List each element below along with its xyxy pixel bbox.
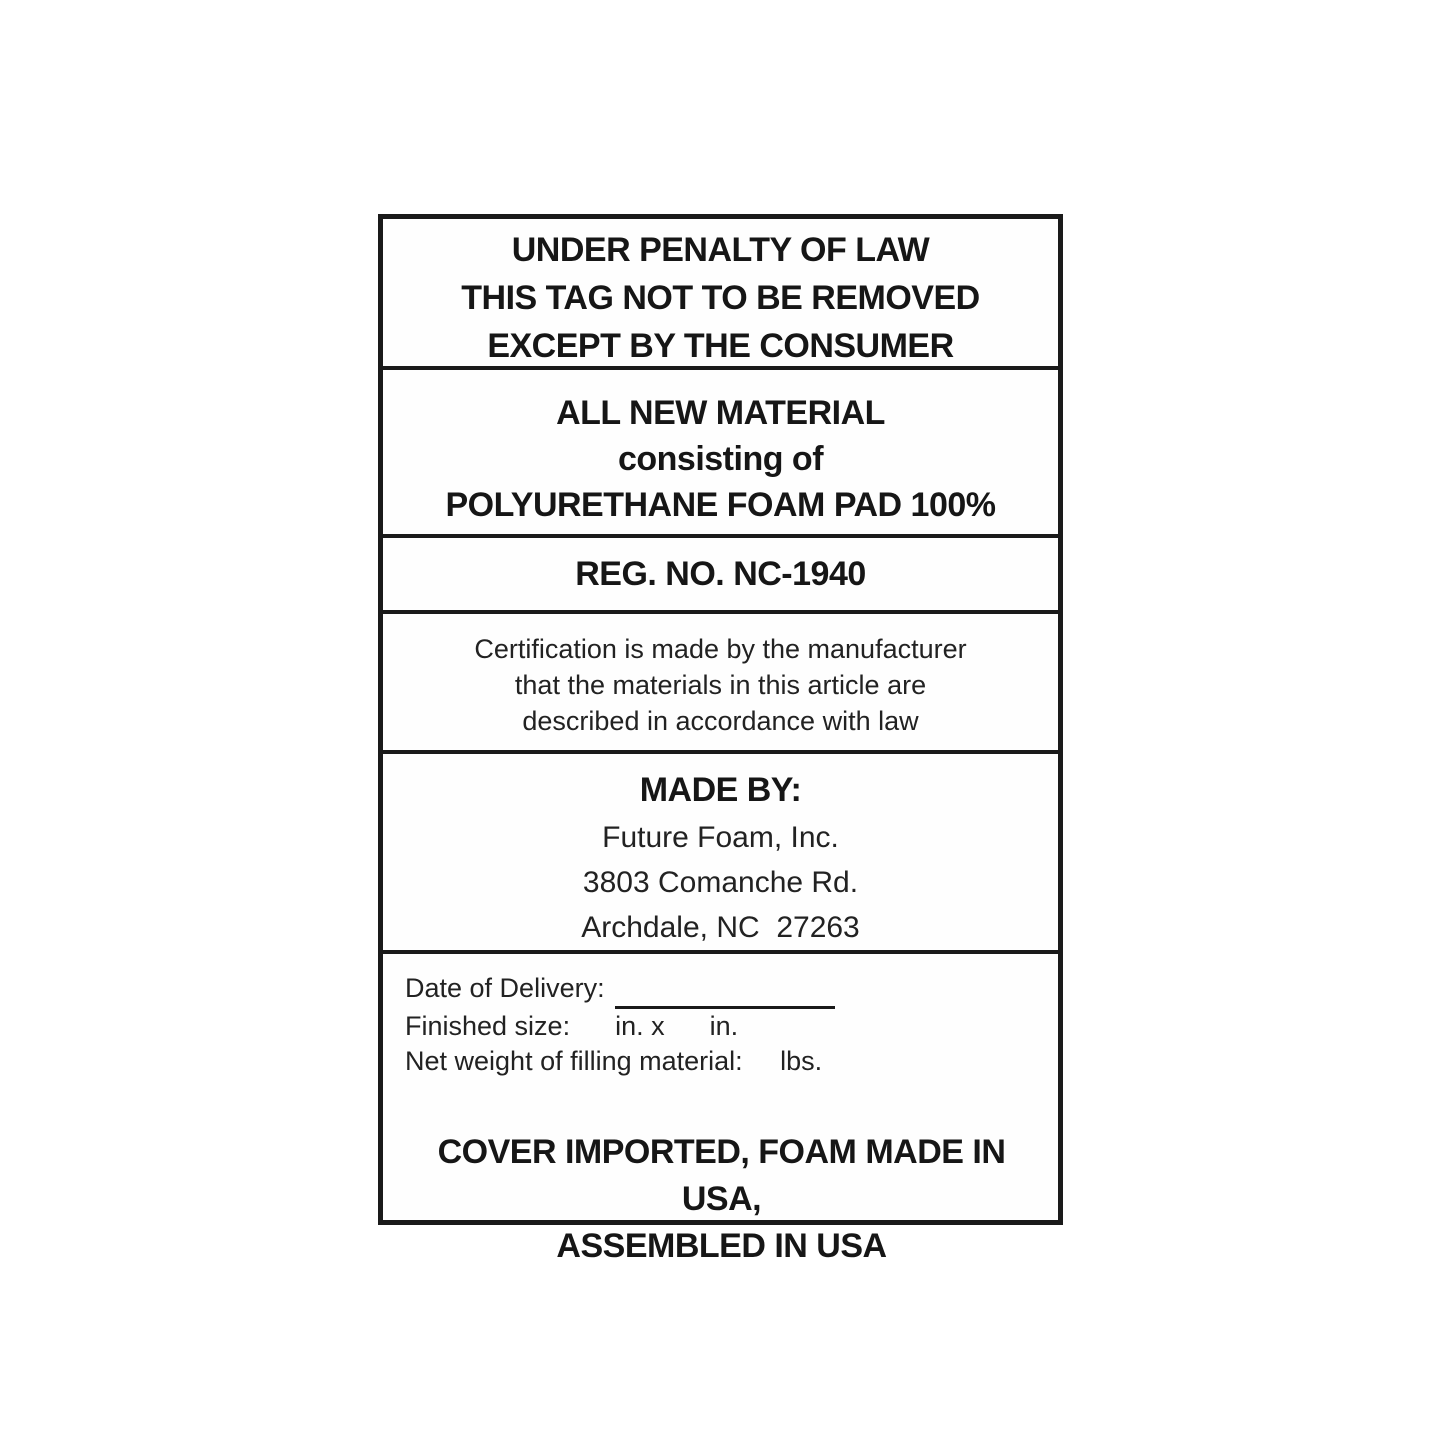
law-label-tag xyxy=(378,214,1063,1265)
origin-statement xyxy=(405,1129,1038,1270)
date-of-delivery-row xyxy=(405,971,1038,1009)
material-line-2: consisting of xyxy=(617,440,824,478)
penalty-line-2: THIS TAG NOT TO BE REMOVED xyxy=(461,279,980,317)
penalty-line-3: EXCEPT BY THE CONSUMER xyxy=(487,327,954,365)
manufacturer-name: Future Foam, Inc. xyxy=(602,821,839,854)
origin-line-2: ASSEMBLED IN USA xyxy=(556,1227,887,1265)
penalty-line-1: UNDER PENALTY OF LAW xyxy=(511,231,930,269)
date-of-delivery-label: Date of Delivery: xyxy=(405,973,605,1003)
finished-size-row: Finished size: in. x in. xyxy=(405,1011,739,1041)
section-registration-number xyxy=(383,538,1058,614)
net-weight-row: Net weight of filling material: lbs. xyxy=(405,1046,823,1076)
material-line-1: ALL NEW MATERIAL xyxy=(556,394,885,432)
manufacturer-street: 3803 Comanche Rd. xyxy=(582,866,859,899)
section-material-contents xyxy=(383,370,1058,538)
certification-line-3: described in accordance with law xyxy=(522,706,919,736)
certification-line-1: Certification is made by the manufacturer xyxy=(474,634,967,664)
registration-number: REG. NO. NC-1940 xyxy=(575,554,866,593)
section-made-by xyxy=(383,754,1058,954)
date-of-delivery-blank-line xyxy=(615,971,835,1009)
material-line-3: POLYURETHANE FOAM PAD 100% xyxy=(445,486,996,524)
origin-line-1: COVER IMPORTED, FOAM MADE IN USA, xyxy=(437,1133,1015,1218)
section-certification-statement xyxy=(383,614,1058,754)
section-penalty-notice xyxy=(383,219,1058,370)
made-by-heading: MADE BY: xyxy=(639,771,802,809)
manufacturer-city-state-zip: Archdale, NC 27263 xyxy=(581,911,860,944)
section-delivery-details xyxy=(383,954,1058,1265)
certification-line-2: that the materials in this article are xyxy=(514,670,927,700)
